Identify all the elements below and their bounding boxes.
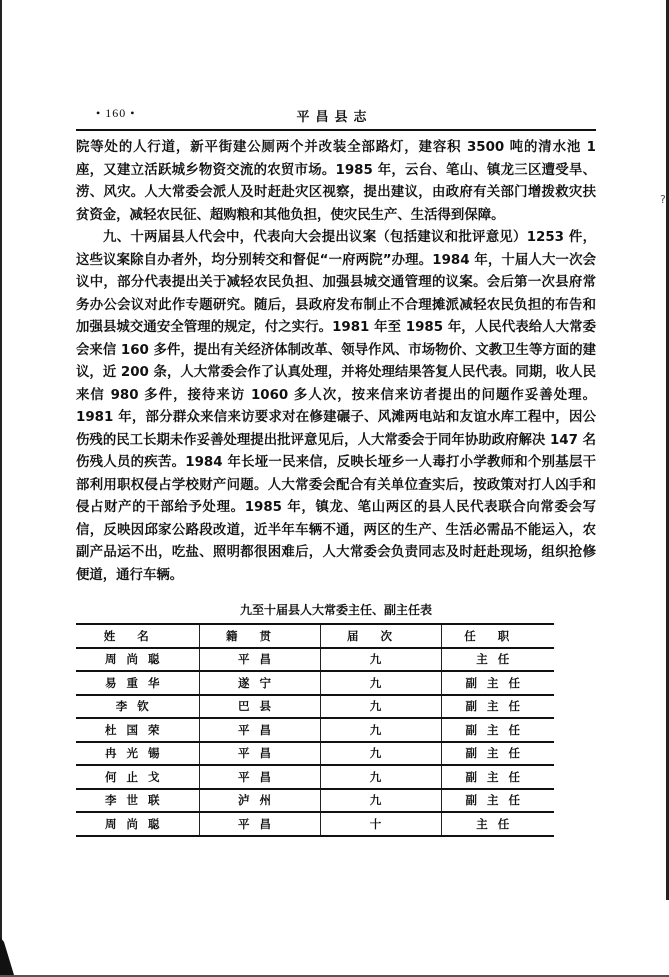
cell-native-place: 平昌 [199, 648, 320, 672]
cell-position: 副主任 [441, 742, 554, 766]
cell-term: 九 [320, 671, 441, 695]
officers-table [76, 623, 554, 837]
cell-position: 副主任 [441, 718, 554, 742]
cell-position: 副主任 [441, 671, 554, 695]
table-row [76, 671, 554, 695]
cell-term: 九 [320, 718, 441, 742]
cell-term: 九 [320, 765, 441, 789]
running-header [74, 106, 595, 126]
cell-name: 杜国荣 [76, 718, 199, 742]
cell-native-place: 平昌 [199, 718, 320, 742]
cell-native-place: 平昌 [199, 765, 320, 789]
page-number: • 160 • [96, 106, 136, 120]
cell-position: 主任 [441, 812, 554, 836]
cell-term: 十 [320, 812, 441, 836]
table-row [76, 718, 554, 742]
scan-shadow-corner [0, 937, 160, 977]
cell-term: 九 [320, 789, 441, 813]
column-header-term: 届次 [320, 624, 441, 648]
column-header-native-place: 籍贯 [199, 624, 320, 648]
table-caption: 九至十届县人大常委主任、副主任表 [239, 603, 432, 617]
column-header-name: 姓名 [76, 624, 199, 648]
header-rule [76, 129, 596, 131]
paragraph: 院等处的人行道，新平街建公厕两个并改装全部路灯，建容积 3500 吨的清水池 1 座，又建立活跃城乡物资交流的农贸市场。1985 年，云台、笔山、镇龙三区遭受旱、涝、风灾。人大常委会派人及时赶赴灾区视察，提出建议，由政府有关部门增拨救灾扶贫资金，减轻农民征、超购粮和其他负担，使灾民生产、生活得到保障。 [76, 140, 596, 223]
cell-name: 易重华 [76, 671, 199, 695]
table-header-row [76, 624, 554, 648]
cell-native-place: 巴县 [199, 695, 320, 719]
column-header-position: 任职 [441, 624, 554, 648]
table-row [76, 789, 554, 813]
cell-term: 九 [320, 695, 441, 719]
paragraph: 九、十两届县人代会中，代表向大会提出议案（包括建议和批评意见）1253 件，这些议案除自办者外，均分别转交和督促“一府两院”办理。1984 年，十届人大一次会议中，部分代表提出关于减轻农民负担、加强县城交通管理的议案。会后第一次县府常务办公会议对此作专题研究。随后，县政府发布制止不合理摊派减轻农民负担的布告和加强县城交通安全管理的规定，付之实行。1981 年至 1985 年，人民代表给人大常委会来信 160 多件，提出有关经济体制改革、领导作风、市场物价、文教卫生等方面的建议，近 200 条，人大常委会作了认真处理，并将处理结果答复人民代表。同期，收人民来信 980 多件，接待来访 1060 多人次，按来信来访者提出的问题作妥善处理。1981 年，部分群众来信来访要求对在修建碾子、风滩两电站和友谊水库工程中，因公伤残的民工长期未作妥善处理提出批评意见后，人大常委会于同年协助政府解决 147 名伤残人员的疾苦。1984 年长垭一民来信，反映长垭乡一人毒打小学教师和个别基层干部利用职权侵占学校财产问题。人大常委会配合有关单位查实后，按政策对打人凶手和侵占财产的干部给予处理。1985 年，镇龙、笔山两区的县人民代表联合向常委会写信，反映因邱家公路段改道，近半年车辆不通，两区的生产、生活必需品不能运入，农副产品运不出，吃盐、照明都很困难后，人大常委会负责同志及时赶赴现场，组织抢修便道，通行车辆。 [76, 230, 596, 583]
margin-mark: ? [660, 193, 666, 206]
cell-name: 何止戈 [76, 765, 199, 789]
cell-native-place: 平昌 [199, 742, 320, 766]
cell-native-place: 遂宁 [199, 671, 320, 695]
cell-native-place: 泸州 [199, 789, 320, 813]
body-text [76, 137, 596, 587]
page-left-edge [0, 0, 2, 977]
cell-term: 九 [320, 742, 441, 766]
table-row [76, 695, 554, 719]
table-row [76, 648, 554, 672]
table-row [76, 812, 554, 836]
cell-name: 李钦 [76, 695, 199, 719]
cell-position: 副主任 [441, 789, 554, 813]
cell-name: 李世联 [76, 789, 199, 813]
cell-position: 副主任 [441, 695, 554, 719]
table-row [76, 765, 554, 789]
cell-name: 周尚聪 [76, 648, 199, 672]
cell-native-place: 平昌 [199, 812, 320, 836]
cell-position: 主任 [441, 648, 554, 672]
cell-position: 副主任 [441, 765, 554, 789]
cell-term: 九 [320, 648, 441, 672]
table-row [76, 742, 554, 766]
table-body [76, 648, 554, 836]
cell-name: 周尚聪 [76, 812, 199, 836]
book-title: 平昌县志 [296, 110, 373, 125]
cell-name: 冉光锡 [76, 742, 199, 766]
